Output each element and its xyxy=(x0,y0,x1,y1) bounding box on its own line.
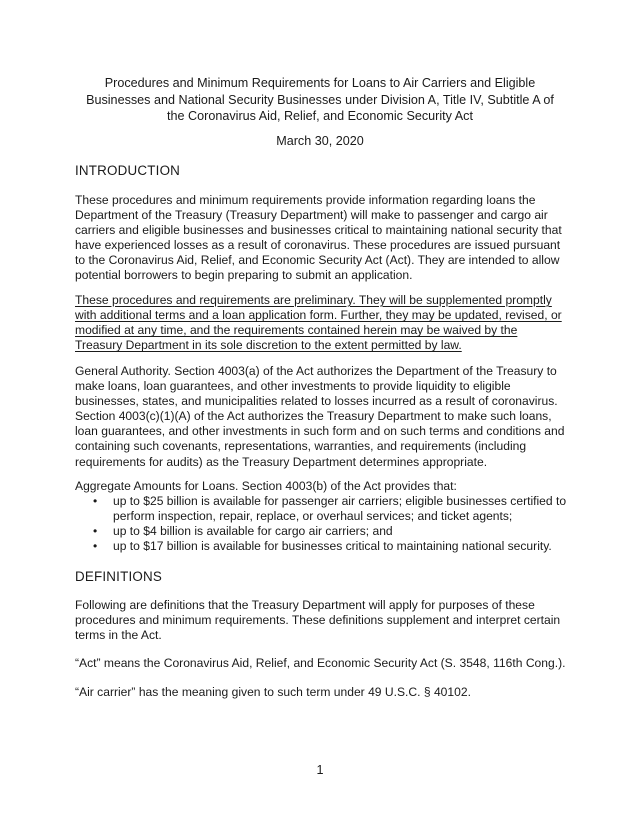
title-line: the Coronavirus Aid, Relief, and Economic Security Act xyxy=(167,109,473,123)
bullet-icon: • xyxy=(93,524,98,539)
introduction-heading: INTRODUCTION xyxy=(75,163,181,178)
general-authority-paragraph: General Authority. Section 4003(a) of the Act authorizes the Department of the Treasury to make loans, loan guarantees, and other investments to provide liquidity to eligible businesses, states, and municipalities related to losses incurred as a result of coronavirus. Section 4003(c)(1)(A) of the Act authorizes the Treasury Department to make such loans, loan guarantees, and other investments in such form and on such terms and conditions and containing such covenants, representations, warranties, and requirements (including requirements for audits) as the Treasury Department determines appropriate. xyxy=(75,364,565,469)
document-title xyxy=(60,75,580,125)
preliminary-notice: These procedures and requirements are preliminary. They will be supplemented promptly with additional terms and a loan application form. Further, they may be updated, revised, or modified at any time, and the requirements contained herein may be waived by the Treasury Department in its sole discretion to the extent permitted by law. xyxy=(75,293,562,353)
bullet-icon: • xyxy=(93,494,98,508)
definitions-heading: DEFINITIONS xyxy=(75,569,163,584)
page-number: 1 xyxy=(316,763,324,777)
bullet-icon: • xyxy=(93,539,98,554)
aggregate-amounts-list xyxy=(75,494,567,554)
list-item-text: up to $17 billion is available for businesses critical to maintaining national security. xyxy=(113,539,552,554)
list-item xyxy=(75,539,567,554)
definition-air-carrier: “Air carrier” has the meaning given to such term under 49 U.S.C. § 40102. xyxy=(75,685,471,699)
definitions-intro: Following are definitions that the Treasury Department will apply for purposes of these procedures and minimum requirements. These definitions supplement and interpret certain terms in the Act. xyxy=(75,598,561,643)
list-item-text: up to $4 billion is available for cargo air carriers; and xyxy=(113,524,393,539)
aggregate-amounts-intro: Aggregate Amounts for Loans. Section 4003(b) of the Act provides that: xyxy=(75,479,457,493)
list-item xyxy=(75,524,567,539)
definition-act: “Act” means the Coronavirus Aid, Relief, and Economic Security Act (S. 3548, 116th Cong.). xyxy=(75,656,566,670)
document-date: March 30, 2020 xyxy=(276,134,364,148)
title-line: Businesses and National Security Businesses under Division A, Title IV, Subtitle A of xyxy=(86,92,554,107)
list-item xyxy=(75,494,567,524)
introduction-paragraph: These procedures and minimum requirements provide information regarding loans the Department of the Treasury (Treasury Department) will make to passenger and cargo air carriers and eligible businesses and businesses critical to maintaining national security that have experienced losses as a result of coronavirus. These procedures are issued pursuant to the Coronavirus Aid, Relief, and Economic Security Act (Act). They are intended to allow potential borrowers to begin preparing to submit an application. xyxy=(75,193,562,283)
list-item-text: up to $25 billion is available for passenger air carriers; eligible businesses certified to perform inspection, repair, replace, or overhaul services; and ticket agents; xyxy=(113,494,567,524)
title-line: Procedures and Minimum Requirements for Loans to Air Carriers and Eligible xyxy=(104,76,536,90)
